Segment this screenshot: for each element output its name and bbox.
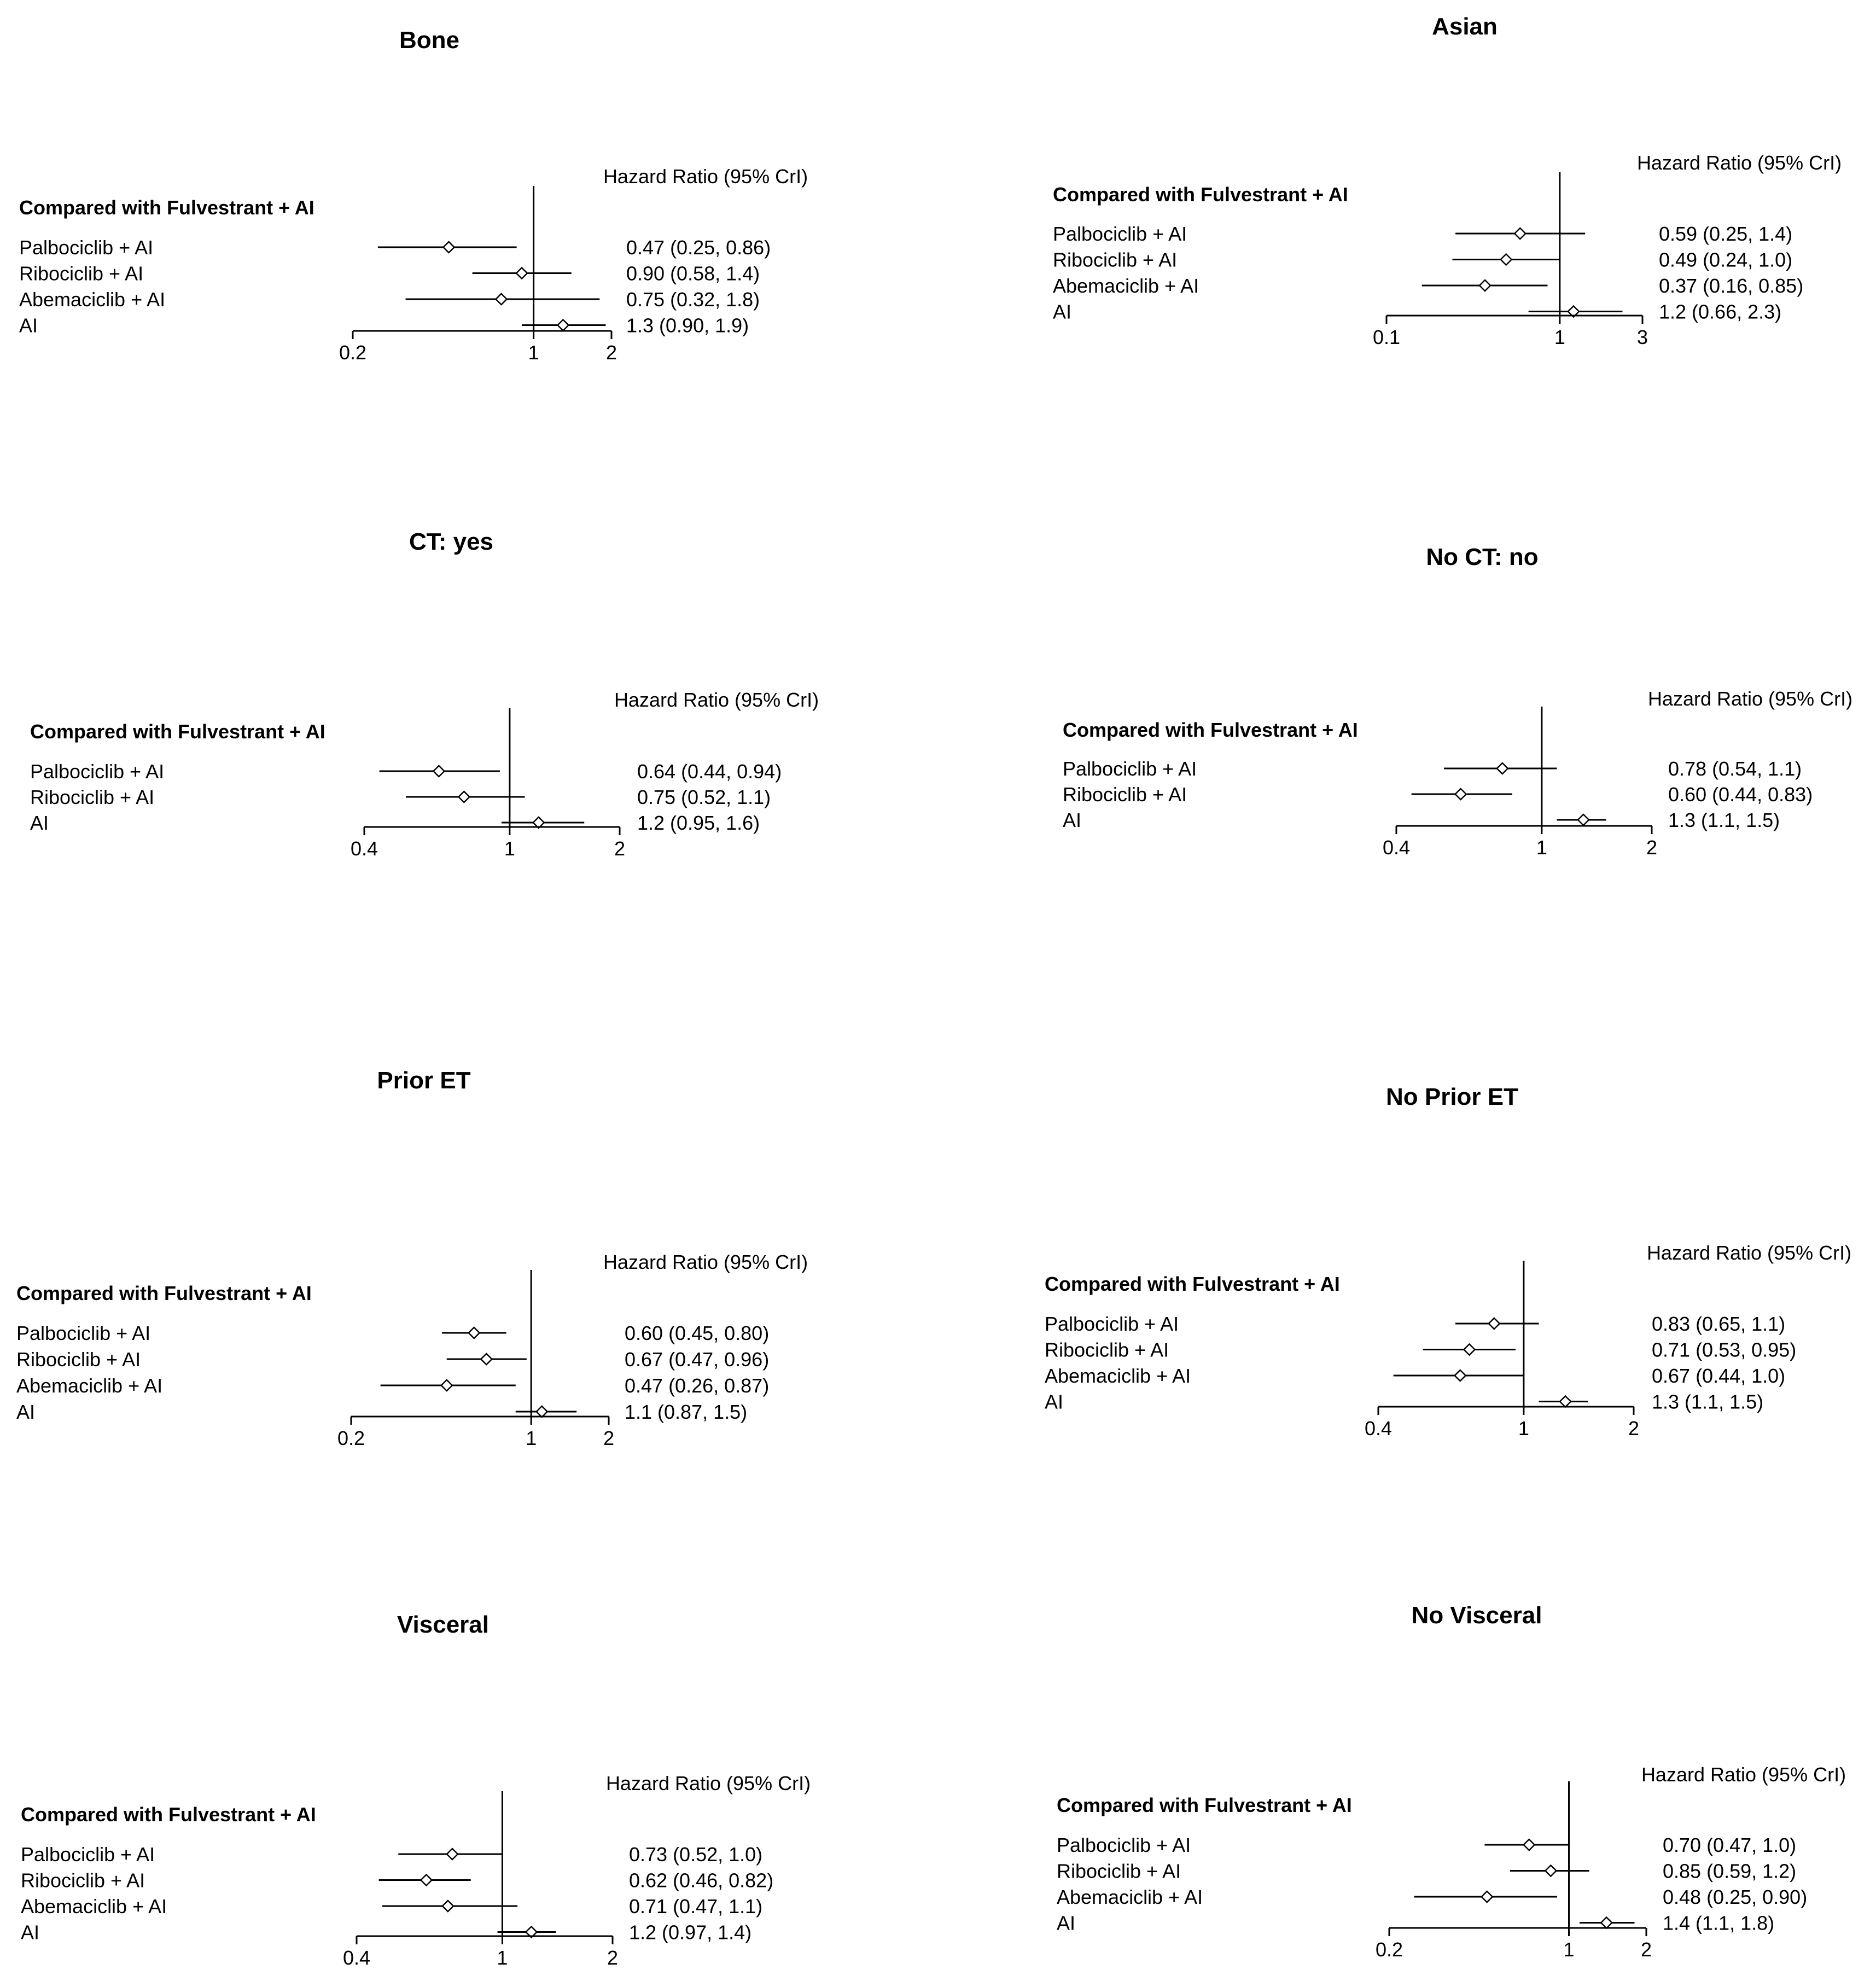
x-tick-label: 3	[1636, 326, 1648, 348]
row-estimate-text: 0.49 (0.24, 1.0)	[1659, 248, 1793, 271]
row-label: AI	[1057, 1912, 1076, 1934]
row-label: Abemaciclib + AI	[19, 288, 166, 311]
panel-title: Bone	[399, 27, 459, 54]
column-header: Hazard Ratio (95% CrI)	[614, 689, 819, 711]
point-estimate-marker	[1560, 1396, 1571, 1407]
panel-title: No Visceral	[1411, 1602, 1542, 1629]
point-estimate-marker	[481, 1354, 492, 1365]
forest-panel	[1057, 1602, 1846, 1961]
point-estimate-marker	[1455, 1370, 1466, 1381]
point-estimate-marker	[1489, 1318, 1500, 1329]
column-header: Hazard Ratio (95% CrI)	[1641, 1763, 1846, 1786]
row-estimate-text: 1.2 (0.97, 1.4)	[629, 1921, 752, 1944]
forest-panel	[1063, 544, 1852, 859]
point-estimate-marker	[558, 320, 569, 331]
x-tick-label: 1	[528, 341, 539, 364]
x-tick-label: 1	[1563, 1938, 1575, 1961]
row-label: Palbociclib + AI	[1057, 1834, 1191, 1856]
row-estimate-text: 0.71 (0.53, 0.95)	[1652, 1338, 1797, 1361]
row-estimate-text: 0.47 (0.26, 0.87)	[625, 1374, 770, 1397]
row-label: AI	[1063, 809, 1082, 831]
x-tick-label: 0.4	[342, 1947, 371, 1969]
point-estimate-marker	[1601, 1918, 1612, 1928]
row-label: Ribociclib + AI	[16, 1348, 141, 1371]
row-estimate-text: 1.2 (0.66, 2.3)	[1659, 300, 1782, 323]
row-estimate-text: 1.3 (1.1, 1.5)	[1668, 809, 1780, 831]
row-label: Ribociclib + AI	[21, 1869, 145, 1892]
point-estimate-marker	[1497, 763, 1508, 774]
row-label: Abemaciclib + AI	[1057, 1886, 1203, 1908]
point-estimate-marker	[447, 1849, 458, 1860]
row-label: Ribociclib + AI	[1053, 248, 1178, 271]
comparator-heading: Compared with Fulvestrant + AI	[1053, 183, 1348, 206]
panel-title: No Prior ET	[1385, 1083, 1519, 1110]
row-label: Palbociclib + AI	[1045, 1313, 1179, 1335]
x-tick-label: 0.1	[1372, 326, 1401, 348]
row-estimate-text: 0.60 (0.44, 0.83)	[1668, 783, 1813, 806]
point-estimate-marker	[421, 1875, 432, 1886]
row-estimate-text: 0.60 (0.45, 0.80)	[625, 1322, 770, 1344]
x-tick-label: 1	[1536, 836, 1547, 859]
row-label: Ribociclib + AI	[30, 786, 155, 808]
x-tick-label: 2	[1640, 1938, 1652, 1961]
point-estimate-marker	[442, 1901, 453, 1912]
x-tick-label: 2	[1628, 1417, 1640, 1440]
row-label: Palbociclib + AI	[30, 760, 165, 783]
forest-panel	[1045, 1083, 1851, 1440]
row-label: AI	[1045, 1390, 1064, 1413]
row-label: Abemaciclib + AI	[1053, 275, 1199, 297]
point-estimate-marker	[433, 766, 444, 777]
point-estimate-marker	[1501, 254, 1512, 265]
comparator-heading: Compared with Fulvestrant + AI	[1063, 719, 1358, 741]
forest-panel	[21, 1611, 811, 1969]
row-estimate-text: 0.90 (0.58, 1.4)	[626, 262, 760, 285]
point-estimate-marker	[1479, 280, 1490, 291]
comparator-heading: Compared with Fulvestrant + AI	[30, 720, 325, 743]
row-label: AI	[16, 1401, 36, 1423]
row-estimate-text: 1.4 (1.1, 1.8)	[1663, 1912, 1775, 1934]
row-estimate-text: 1.2 (0.95, 1.6)	[637, 812, 760, 834]
point-estimate-marker	[1545, 1866, 1556, 1877]
row-estimate-text: 0.71 (0.47, 1.1)	[629, 1895, 763, 1918]
point-estimate-marker	[469, 1327, 480, 1338]
row-estimate-text: 0.73 (0.52, 1.0)	[629, 1843, 763, 1866]
panel-title: CT: yes	[409, 528, 494, 555]
column-header: Hazard Ratio (95% CrI)	[603, 1251, 808, 1273]
x-tick-label: 2	[614, 837, 626, 860]
row-estimate-text: 0.47 (0.25, 0.86)	[626, 236, 771, 259]
row-label: Palbociclib + AI	[1063, 757, 1197, 780]
point-estimate-marker	[1464, 1344, 1475, 1355]
column-header: Hazard Ratio (95% CrI)	[1636, 151, 1842, 174]
panel-title: Visceral	[397, 1611, 490, 1638]
point-estimate-marker	[516, 268, 527, 279]
row-label: Abemaciclib + AI	[1045, 1365, 1191, 1387]
row-label: Palbociclib + AI	[21, 1843, 155, 1866]
point-estimate-marker	[1578, 814, 1589, 825]
point-estimate-marker	[496, 294, 507, 305]
row-label: AI	[21, 1921, 40, 1944]
point-estimate-marker	[1524, 1839, 1535, 1850]
row-label: AI	[1053, 300, 1072, 323]
forest-panel	[30, 528, 819, 860]
row-estimate-text: 0.70 (0.47, 1.0)	[1663, 1834, 1797, 1856]
column-header: Hazard Ratio (95% CrI)	[1646, 1242, 1852, 1264]
row-label: AI	[30, 812, 49, 834]
row-label: AI	[19, 314, 38, 337]
panel-title: Prior ET	[377, 1067, 471, 1094]
row-estimate-text: 0.48 (0.25, 0.90)	[1663, 1886, 1808, 1908]
x-tick-label: 2	[605, 341, 617, 364]
row-estimate-text: 0.75 (0.32, 1.8)	[626, 288, 760, 311]
row-estimate-text: 0.64 (0.44, 0.94)	[637, 760, 782, 783]
row-label: Ribociclib + AI	[1063, 783, 1187, 806]
forest-panel	[19, 27, 808, 364]
row-label: Abemaciclib + AI	[21, 1895, 167, 1918]
point-estimate-marker	[1455, 789, 1466, 800]
row-estimate-text: 0.75 (0.52, 1.1)	[637, 786, 771, 808]
x-tick-label: 0.2	[1375, 1938, 1403, 1961]
row-estimate-text: 1.1 (0.87, 1.5)	[625, 1401, 748, 1423]
row-estimate-text: 1.3 (0.90, 1.9)	[626, 314, 749, 337]
x-tick-label: 2	[607, 1947, 619, 1969]
x-tick-label: 0.2	[339, 341, 367, 364]
row-estimate-text: 0.83 (0.65, 1.1)	[1652, 1313, 1786, 1335]
row-estimate-text: 0.85 (0.59, 1.2)	[1663, 1860, 1797, 1883]
row-estimate-text: 0.78 (0.54, 1.1)	[1668, 757, 1802, 780]
point-estimate-marker	[441, 1380, 452, 1391]
row-estimate-text: 0.67 (0.44, 1.0)	[1652, 1365, 1786, 1387]
x-tick-label: 0.4	[350, 837, 378, 860]
forest-panel	[16, 1067, 808, 1449]
column-header: Hazard Ratio (95% CrI)	[605, 1772, 811, 1794]
row-label: Palbociclib + AI	[16, 1322, 151, 1344]
comparator-heading: Compared with Fulvestrant + AI	[1045, 1273, 1340, 1295]
row-label: Palbociclib + AI	[19, 236, 154, 259]
x-tick-label: 1	[497, 1947, 508, 1969]
row-label: Palbociclib + AI	[1053, 223, 1187, 245]
comparator-heading: Compared with Fulvestrant + AI	[16, 1282, 312, 1304]
x-tick-label: 0.4	[1382, 836, 1411, 859]
row-estimate-text: 0.67 (0.47, 0.96)	[625, 1348, 770, 1371]
point-estimate-marker	[444, 242, 455, 253]
row-label: Ribociclib + AI	[1045, 1338, 1169, 1361]
row-label: Ribociclib + AI	[1057, 1860, 1181, 1883]
x-tick-label: 0.4	[1364, 1417, 1393, 1440]
row-label: Ribociclib + AI	[19, 262, 144, 285]
point-estimate-marker	[458, 791, 469, 802]
comparator-heading: Compared with Fulvestrant + AI	[19, 196, 314, 219]
point-estimate-marker	[1514, 228, 1525, 239]
point-estimate-marker	[1482, 1891, 1493, 1902]
point-estimate-marker	[537, 1406, 547, 1417]
comparator-heading: Compared with Fulvestrant + AI	[1057, 1794, 1352, 1816]
row-label: Abemaciclib + AI	[16, 1374, 163, 1397]
forest-panel	[1053, 13, 1842, 348]
x-tick-label: 2	[1646, 836, 1658, 859]
comparator-heading: Compared with Fulvestrant + AI	[21, 1803, 316, 1826]
row-estimate-text: 0.37 (0.16, 0.85)	[1659, 275, 1804, 297]
row-estimate-text: 0.59 (0.25, 1.4)	[1659, 223, 1793, 245]
x-tick-label: 1	[1518, 1417, 1529, 1440]
column-header: Hazard Ratio (95% CrI)	[603, 165, 808, 188]
row-estimate-text: 0.62 (0.46, 0.82)	[629, 1869, 774, 1892]
x-tick-label: 1	[1554, 326, 1565, 348]
panel-title: No CT: no	[1426, 544, 1539, 570]
x-tick-label: 0.2	[337, 1427, 365, 1449]
x-tick-label: 1	[504, 837, 515, 860]
panel-title: Asian	[1432, 13, 1498, 40]
column-header: Hazard Ratio (95% CrI)	[1647, 687, 1853, 710]
x-tick-label: 1	[526, 1427, 537, 1449]
row-estimate-text: 1.3 (1.1, 1.5)	[1652, 1390, 1764, 1413]
x-tick-label: 2	[603, 1427, 615, 1449]
